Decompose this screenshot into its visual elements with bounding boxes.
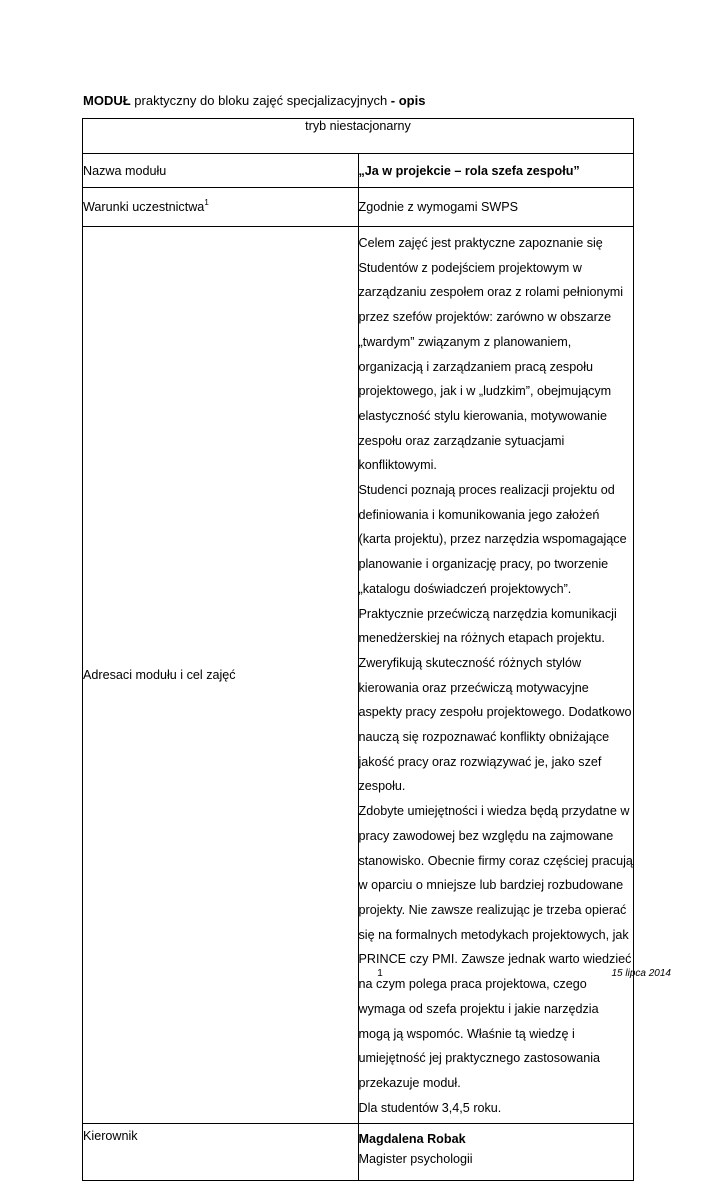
table-row-name [83, 154, 634, 188]
conditions-footnote: 1 [204, 198, 209, 207]
study-mode: tryb niestacjonarny [83, 119, 634, 154]
aim-value [358, 227, 634, 1124]
table-row-aim [83, 227, 634, 1124]
page-number: 1 [377, 968, 383, 979]
module-name-label: Nazwa modułu [83, 154, 359, 188]
aim-label: Adresaci modułu i cel zajęć [83, 227, 359, 1124]
document-heading [83, 92, 425, 110]
table-row-conditions [83, 188, 634, 227]
conditions-label-cell [83, 188, 359, 227]
aim-paragraph-2: Studenci poznają proces realizacji projektu od definiowania i komunikowania jego założeń (karta projektu), przez narzędzia wspomagające planowanie i organizację pracy, po tworzenie „katalogu doświadczeń projektowych”. Praktycznie przećwiczą narzędzia komunikacji menedżerskiej na różnych etapach projektu. Zweryfikują skuteczność różnych stylów kierowania oraz przećwiczą motywacyjne aspekty pracy zespołu projektowego. Dodatkowo nauczą się rozpoznawać konflikty obniżające jakość pracy oraz rozwiązywać je, jako szef zespołu. [358, 483, 632, 794]
heading-bold-prefix: MODUŁ [83, 93, 131, 108]
heading-text: praktyczny do bloku zajęć specjalizacyjnych [130, 93, 391, 108]
head-title: Magister psychologii [358, 1152, 473, 1167]
module-name-value: „Ja w projekcie – rola szefa zespołu” [358, 154, 634, 188]
aim-paragraph-1: Celem zajęć jest praktyczne zapoznanie się Studentów z podejściem projektowym w zarządzaniu zespołem oraz z rolami pełnionymi przez szefów projektów: zarówno w obszarze „twardym” związanym z planowaniem, organizacją i zarządzaniem pracą zespołu projektowego, jak i w „ludzkim”, obejmującym elastyczność stylu kierowania, motywowanie zespołu oraz zarządzanie sytuacjami konfliktowymi. [358, 236, 624, 473]
head-name: Magdalena Robak [358, 1132, 466, 1147]
head-label: Kierownik [83, 1124, 359, 1181]
heading-bold-suffix: - opis [390, 93, 426, 108]
head-value [358, 1124, 634, 1181]
mode-row [83, 119, 634, 154]
conditions-label: Warunki uczestnictwa [83, 200, 205, 214]
table-row-head [83, 1124, 634, 1181]
aim-paragraph-3: Zdobyte umiejętności i wiedza będą przydatne w pracy zawodowej bez względu na zajmowane stanowisko. Obecnie firmy coraz częściej pracują w oparciu o mniejsze lub bardziej rozbudowane projekty. Nie zawsze realizując je trzeba opierać się na formalnych metodykach projektowych, jak PRINCE czy PMI. Zawsze jednak warto wiedzieć na czym polega praca projektowa, czego wymaga od szefa projektu i jakie narzędzia mogą ją wspomóc. Właśnie tą wiedzę i umiejętność jej praktycznego zastosowania przekazuje moduł. [358, 804, 633, 1090]
module-table [82, 118, 634, 1181]
footer-date: 15 lipca 2014 [611, 968, 671, 979]
conditions-value: Zgodnie z wymogami SWPS [358, 188, 634, 227]
aim-paragraph-4: Dla studentów 3,4,5 roku. [358, 1100, 502, 1115]
